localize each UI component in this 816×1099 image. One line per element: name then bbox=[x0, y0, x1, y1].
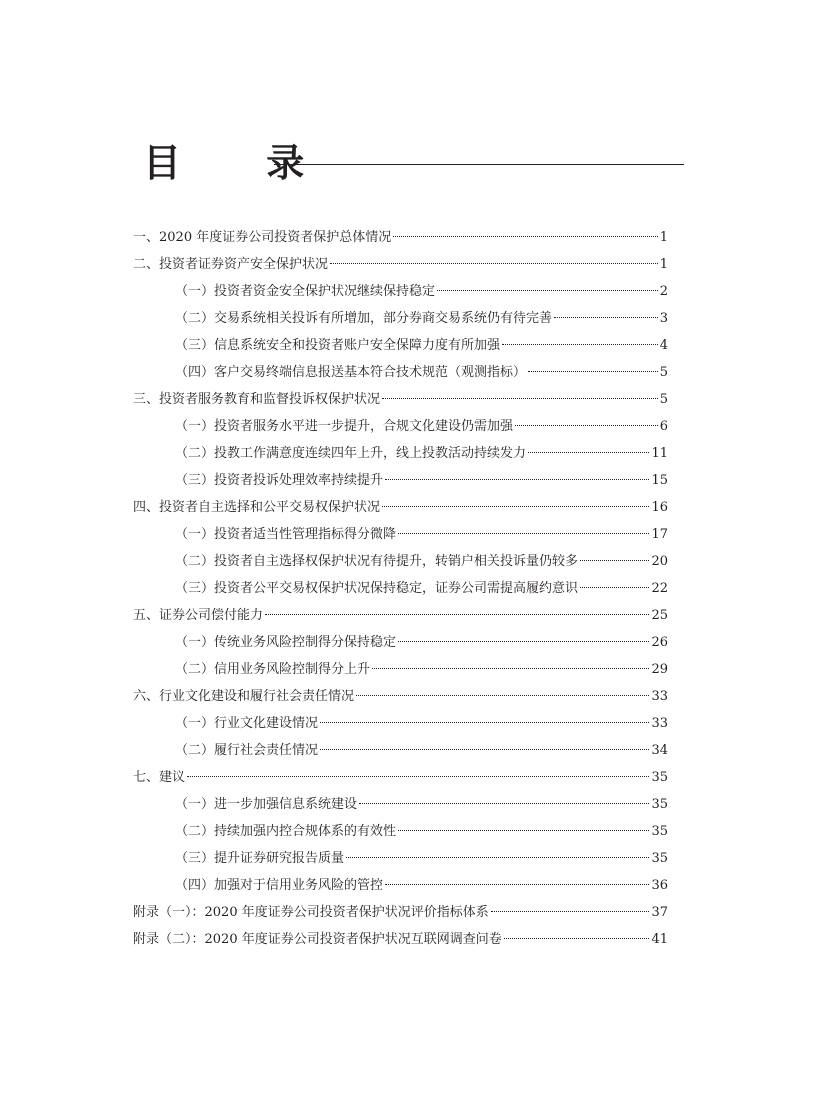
toc-dot-leader bbox=[382, 398, 658, 399]
toc-entry-label: （一）投资者适当性管理指标得分微降 bbox=[175, 527, 397, 542]
toc-dot-leader bbox=[515, 425, 658, 426]
toc-dot-leader bbox=[187, 776, 649, 777]
toc-entry-label: 五、证券公司偿付能力 bbox=[133, 608, 264, 623]
toc-entry[interactable] bbox=[133, 359, 668, 386]
toc-dot-leader bbox=[320, 749, 649, 750]
toc-dot-leader bbox=[528, 371, 658, 372]
toc-entry-label: （一）行业文化建设情况 bbox=[175, 716, 319, 731]
toc-entry-label: （一）进一步加强信息系统建设 bbox=[175, 797, 358, 812]
toc-entry[interactable] bbox=[133, 494, 668, 521]
toc-dot-leader bbox=[330, 263, 658, 264]
page-title: 目 录 bbox=[143, 141, 341, 185]
toc-entry-page-number: 11 bbox=[651, 446, 668, 461]
toc-entry[interactable] bbox=[133, 818, 668, 845]
toc-entry-page-number: 33 bbox=[651, 716, 668, 731]
toc-entry[interactable] bbox=[133, 224, 668, 251]
toc-entry[interactable] bbox=[133, 899, 668, 926]
toc-entry-label: （三）投资者投诉处理效率持续提升 bbox=[175, 473, 384, 488]
toc-entry-label: 附录（一）：2020 年度证券公司投资者保护状况评价指标体系 bbox=[133, 905, 489, 920]
toc-entry[interactable] bbox=[133, 926, 668, 953]
toc-entry-page-number: 1 bbox=[659, 257, 668, 272]
toc-entry-page-number: 22 bbox=[651, 581, 668, 596]
toc-entry-page-number: 35 bbox=[651, 797, 668, 812]
toc-entry[interactable] bbox=[133, 764, 668, 791]
toc-entry[interactable] bbox=[133, 602, 668, 629]
toc-entry[interactable] bbox=[133, 791, 668, 818]
toc-entry-page-number: 4 bbox=[659, 338, 668, 353]
toc-dot-leader bbox=[398, 641, 649, 642]
toc-entry-label: （二）信用业务风险控制得分上升 bbox=[175, 662, 371, 677]
toc-entry-label: 一、2020 年度证券公司投资者保护总体情况 bbox=[133, 230, 392, 245]
toc-dot-leader bbox=[398, 830, 649, 831]
toc-entry-page-number: 2 bbox=[659, 284, 668, 299]
toc-dot-leader bbox=[580, 560, 649, 561]
toc-entry-page-number: 41 bbox=[651, 932, 668, 947]
toc-dot-leader bbox=[382, 506, 649, 507]
toc-entry[interactable] bbox=[133, 575, 668, 602]
toc-entry-label: 附录（二）：2020 年度证券公司投资者保护状况互联网调查问卷 bbox=[133, 932, 502, 947]
toc-entry-page-number: 36 bbox=[651, 878, 668, 893]
toc-entry-label: 七、建议 bbox=[133, 770, 186, 785]
toc-entry-label: （三）提升证券研究报告质量 bbox=[175, 851, 345, 866]
toc-entry[interactable] bbox=[133, 440, 668, 467]
toc-dot-leader bbox=[393, 236, 658, 237]
title-divider bbox=[274, 164, 684, 165]
toc-entry[interactable] bbox=[133, 548, 668, 575]
toc-entry-page-number: 1 bbox=[659, 230, 668, 245]
toc-dot-leader bbox=[504, 938, 650, 939]
toc-dot-leader bbox=[372, 668, 649, 669]
toc-entry[interactable] bbox=[133, 521, 668, 548]
toc-dot-leader bbox=[491, 911, 650, 912]
toc-entry-page-number: 16 bbox=[651, 500, 668, 515]
toc-dot-leader bbox=[580, 587, 649, 588]
toc-entry[interactable] bbox=[133, 251, 668, 278]
toc-entry-page-number: 20 bbox=[651, 554, 668, 569]
toc-dot-leader bbox=[437, 290, 658, 291]
toc-entry-label: （二）交易系统相关投诉有所增加，部分券商交易系统仍有待完善 bbox=[175, 311, 553, 326]
toc-dot-leader bbox=[320, 722, 649, 723]
toc-entry-page-number: 15 bbox=[651, 473, 668, 488]
toc-entry-page-number: 29 bbox=[651, 662, 668, 677]
toc-entry-label: （二）投资者自主选择权保护状况有待提升，转销户相关投诉量仍较多 bbox=[175, 554, 579, 569]
toc-dot-leader bbox=[346, 857, 649, 858]
toc-entry-page-number: 37 bbox=[651, 905, 668, 920]
toc-entry-label: （三）信息系统安全和投资者账户安全保障力度有所加强 bbox=[175, 338, 501, 353]
toc-entry-label: （一）投资者服务水平进一步提升，合规文化建设仍需加强 bbox=[175, 419, 514, 434]
toc-entry[interactable] bbox=[133, 467, 668, 494]
toc-entry-page-number: 5 bbox=[659, 365, 668, 380]
toc-entry-page-number: 6 bbox=[659, 419, 668, 434]
toc-entry-page-number: 35 bbox=[651, 851, 668, 866]
toc-entry-label: （二）持续加强内控合规体系的有效性 bbox=[175, 824, 397, 839]
toc-dot-leader bbox=[385, 884, 649, 885]
toc-entry-label: （四）加强对于信用业务风险的管控 bbox=[175, 878, 384, 893]
toc-entry[interactable] bbox=[133, 305, 668, 332]
toc-entry-label: （二）投教工作满意度连续四年上升，线上投教活动持续发力 bbox=[175, 446, 527, 461]
toc-entry[interactable] bbox=[133, 629, 668, 656]
toc-entry-label: 六、行业文化建设和履行社会责任情况 bbox=[133, 689, 355, 704]
toc-entry[interactable] bbox=[133, 737, 668, 764]
toc-dot-leader bbox=[356, 695, 649, 696]
toc-entry-label: （二）履行社会责任情况 bbox=[175, 743, 319, 758]
toc-dot-leader bbox=[528, 452, 649, 453]
toc-dot-leader bbox=[265, 614, 649, 615]
toc-entry[interactable] bbox=[133, 332, 668, 359]
toc-entry[interactable] bbox=[133, 278, 668, 305]
toc-dot-leader bbox=[398, 533, 649, 534]
toc-entry-label: （一）传统业务风险控制得分保持稳定 bbox=[175, 635, 397, 650]
toc-entry-page-number: 33 bbox=[651, 689, 668, 704]
toc-entry-label: 二、投资者证券资产安全保护状况 bbox=[133, 257, 329, 272]
toc-entry[interactable] bbox=[133, 386, 668, 413]
toc-dot-leader bbox=[359, 803, 649, 804]
toc-entry-label: （四）客户交易终端信息报送基本符合技术规范（观测指标） bbox=[175, 365, 527, 380]
toc-entry-label: 四、投资者自主选择和公平交易权保护状况 bbox=[133, 500, 381, 515]
toc-entry-page-number: 34 bbox=[651, 743, 668, 758]
toc-entry-label: （一）投资者资金安全保护状况继续保持稳定 bbox=[175, 284, 436, 299]
toc-entry[interactable] bbox=[133, 683, 668, 710]
table-of-contents bbox=[133, 224, 668, 953]
toc-entry-page-number: 17 bbox=[651, 527, 668, 542]
toc-dot-leader bbox=[502, 344, 658, 345]
toc-entry-page-number: 26 bbox=[651, 635, 668, 650]
toc-entry-label: （三）投资者公平交易权保护状况保持稳定，证券公司需提高履约意识 bbox=[175, 581, 579, 596]
toc-dot-leader bbox=[554, 317, 658, 318]
toc-entry[interactable] bbox=[133, 845, 668, 872]
toc-entry-page-number: 5 bbox=[659, 392, 668, 407]
toc-entry[interactable] bbox=[133, 656, 668, 683]
toc-entry-page-number: 25 bbox=[651, 608, 668, 623]
toc-entry[interactable] bbox=[133, 710, 668, 737]
toc-dot-leader bbox=[385, 479, 649, 480]
toc-entry[interactable] bbox=[133, 872, 668, 899]
toc-entry-page-number: 35 bbox=[651, 770, 668, 785]
toc-entry[interactable] bbox=[133, 413, 668, 440]
toc-entry-page-number: 3 bbox=[659, 311, 668, 326]
toc-entry-page-number: 35 bbox=[651, 824, 668, 839]
toc-entry-label: 三、投资者服务教育和监督投诉权保护状况 bbox=[133, 392, 381, 407]
